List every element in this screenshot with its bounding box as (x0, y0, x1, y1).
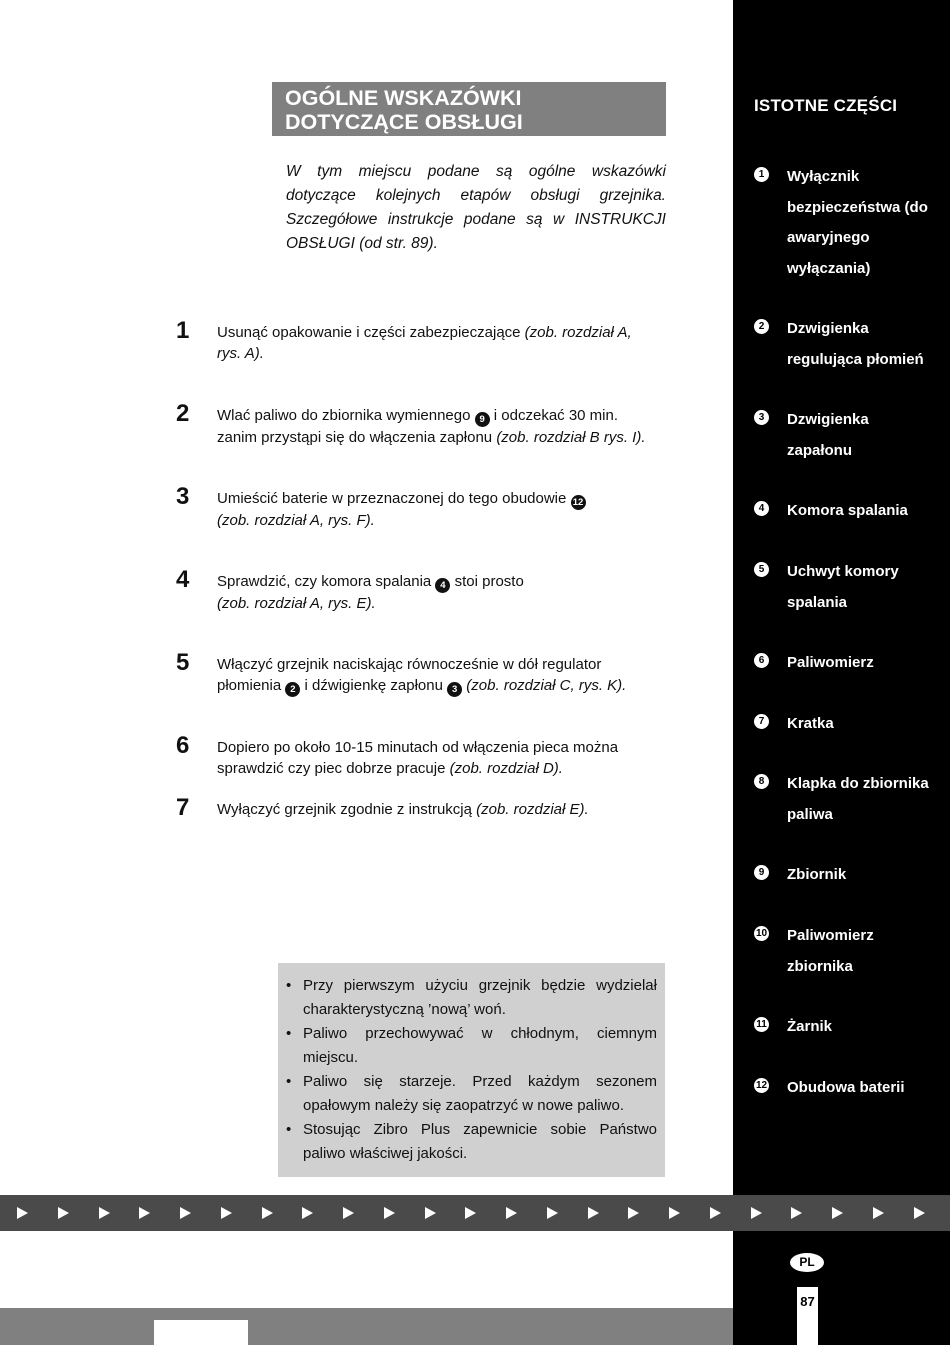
part-name: Dzwigienka zapałonu (787, 411, 869, 459)
arrow-right-icon (669, 1207, 680, 1219)
language-badge: PL (790, 1253, 824, 1272)
section-title-line1: OGÓLNE WSKAZÓWKI (285, 86, 522, 110)
arrow-right-icon (832, 1207, 843, 1219)
footer-box (154, 1320, 248, 1345)
step-number: 2 (176, 400, 190, 427)
arrow-right-icon (17, 1207, 28, 1219)
arrow-right-icon (180, 1207, 191, 1219)
part-number-badge: 11 (754, 1017, 769, 1032)
part-number-badge: 4 (754, 501, 769, 516)
part-name: Komora spalania (787, 502, 908, 519)
part-number-badge: 6 (754, 653, 769, 668)
arrow-right-icon (506, 1207, 517, 1219)
part-number-badge: 12 (755, 1080, 768, 1091)
part-marker: 3 (447, 682, 462, 697)
arrow-right-icon (873, 1207, 884, 1219)
step-number: 3 (176, 483, 190, 510)
note-item: • Przy pierwszym użyciu grzejnik będzie wydzielał charakterystyczną ’nową’ woń. (286, 974, 657, 1022)
step-number: 4 (176, 566, 190, 593)
arrow-band (0, 1195, 950, 1231)
arrow-right-icon (751, 1207, 762, 1219)
arrow-right-icon (58, 1207, 69, 1219)
arrow-right-icon (302, 1207, 313, 1219)
arrow-right-icon (547, 1207, 558, 1219)
note-item: • Paliwo się starzeje. Przed każdym sezonem opałowym należy się zaopatrzyć w nowe paliwo. (286, 1070, 657, 1118)
parts-title: ISTOTNE CZĘŚCI (754, 96, 898, 115)
part-name: Zbiornik (787, 866, 847, 883)
arrow-right-icon (425, 1207, 436, 1219)
step-text: Wyłączyć grzejnik zgodnie z instrukcją (zob. rozdział E). (217, 801, 589, 818)
arrow-right-icon (262, 1207, 273, 1219)
step-number: 5 (176, 649, 190, 676)
part-name: Wyłącznik bezpieczeństwa (do awaryjnego wyłączania) (787, 168, 928, 277)
arrow-right-icon (791, 1207, 802, 1219)
section-title-box (272, 82, 666, 136)
arrow-right-icon (139, 1207, 150, 1219)
arrow-right-icon (384, 1207, 395, 1219)
section-title-line2: DOTYCZĄCE OBSŁUGI (285, 110, 523, 134)
intro-paragraph: W tym miejscu podane są ogólne wskazówki dotyczące kolejnych etapów obsługi grzejnika. Szczegółowe instrukcje podane są w INSTRUKCJI OBSŁUGI (od str. 89). (286, 163, 666, 252)
step-text: Usunąć opakowanie i części zabezpieczające (zob. rozdział A, rys. A). (217, 324, 632, 362)
part-number-badge: 1 (754, 167, 769, 182)
part-number-badge: 3 (754, 410, 769, 425)
part-marker: 9 (475, 412, 490, 427)
footer-bar (0, 1308, 733, 1345)
part-name: Paliwomierz zbiornika (787, 927, 874, 975)
part-number-badge: 5 (754, 562, 769, 577)
arrow-right-icon (343, 1207, 354, 1219)
step-text: Wlać paliwo do zbiornika wymiennego 9 i odczekać 30 min. zanim przystąpi się do włączenia zapłonu (zob. rozdział B rys. I). (217, 407, 646, 446)
step-number: 7 (176, 794, 190, 821)
note-item: • Stosując Zibro Plus zapewnicie sobie Państwo paliwo właściwej jakości. (286, 1118, 657, 1166)
arrow-right-icon (914, 1207, 925, 1219)
part-name: Klapka do zbiornika paliwa (787, 775, 929, 823)
arrow-row (17, 1195, 950, 1231)
note-item: • Paliwo przechowywać w chłodnym, ciemnym miejscu. (286, 1022, 657, 1070)
bullet-icon: • (286, 1025, 292, 1042)
arrow-right-icon (710, 1207, 721, 1219)
step-text: Sprawdzić, czy komora spalania 4 stoi prosto (zob. rozdział A, rys. E). (217, 573, 524, 612)
step-text: Włączyć grzejnik naciskając równocześnie w dół regulator płomienia 2 i dźwigienkę zapłonu 3 (zob. rozdział C, rys. K). (217, 656, 627, 695)
part-name: Żarnik (787, 1018, 833, 1035)
part-number-badge: 9 (754, 865, 769, 880)
page-number: 87 (800, 1294, 815, 1309)
part-number-badge: 7 (754, 714, 769, 729)
step-text: Dopiero po około 10-15 minutach od włączenia pieca można sprawdzić czy piec dobrze pracuje (zob. rozdział D). (217, 739, 619, 777)
step-number: 6 (176, 732, 190, 759)
bullet-icon: • (286, 1073, 292, 1090)
part-name: Paliwomierz (787, 654, 874, 671)
part-name: Dzwigienka regulująca płomień (787, 320, 924, 368)
arrow-right-icon (221, 1207, 232, 1219)
part-number-badge: 10 (755, 928, 768, 939)
part-marker: 12 (571, 495, 586, 510)
part-name: Obudowa baterii (787, 1079, 905, 1096)
step-number: 1 (176, 317, 190, 344)
step-text: Umieścić baterie w przeznaczonej do tego obudowie 12 (zob. rozdział A, rys. F). (217, 488, 657, 531)
part-name: Kratka (787, 715, 834, 732)
page-number-box (797, 1287, 818, 1345)
part-number-badge: 2 (754, 319, 769, 334)
part-marker: 2 (285, 682, 300, 697)
bullet-icon: • (286, 977, 292, 994)
part-marker: 4 (435, 578, 450, 593)
arrow-right-icon (465, 1207, 476, 1219)
arrow-right-icon (588, 1207, 599, 1219)
arrow-right-icon (99, 1207, 110, 1219)
part-number-badge: 8 (754, 774, 769, 789)
arrow-right-icon (628, 1207, 639, 1219)
bullet-icon: • (286, 1121, 292, 1138)
part-name: Uchwyt komory spalania (787, 563, 899, 611)
notes-box (278, 963, 665, 1177)
